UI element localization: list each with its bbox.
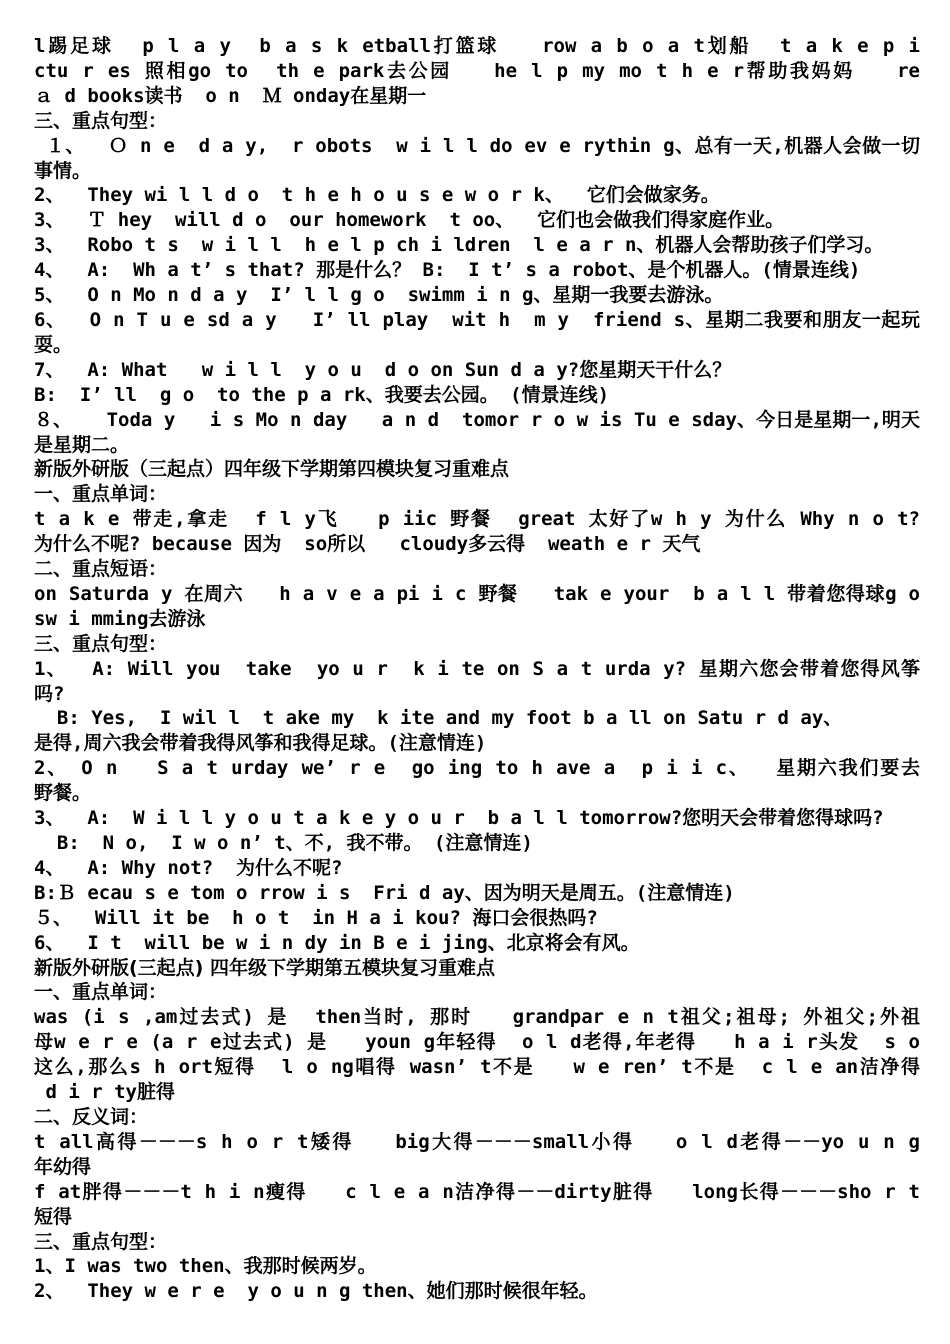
text-line: f at胖得－－－t h i n瘦得 c l e a n洁净得－－dirty脏得 long长得－－－sho r t xyxy=(34,1180,920,1203)
text-line: 吗? xyxy=(34,682,65,705)
text-line: 为什么不呢? because 因为 so所以 cloudy多云得 weath e r 天气 xyxy=(34,533,701,556)
text-line: 4、 A: Why not? 为什么不呢? xyxy=(34,856,343,879)
text-line: B: I’ ll g o to the p a rk、我要去公园。 (情景连线) xyxy=(34,383,610,406)
section-heading: 新版外研版（三起点）四年级下学期第四模块复习重难点 xyxy=(34,458,510,481)
text-line: １、 Ｏ n e d a y, r obots w i l l do ev e rythin g、总有一天,机器人会做一切 xyxy=(34,134,920,157)
text-line: 事情。 xyxy=(34,159,92,182)
section-heading: 三、重点句型： xyxy=(34,109,168,132)
section-heading: 一、重点单词： xyxy=(34,981,168,1004)
text-line: 4、 A: Wh a t’ s that? 那是什么？ B: I t’ s a robot、是个机器人。(情景连线) xyxy=(34,259,861,282)
section-heading: 二、反义词： xyxy=(34,1105,149,1128)
text-line: 6、 O n T u e sd a y I’ ll play wit h m y friend s、星期二我要和朋友一起玩 xyxy=(34,308,920,331)
text-line: 3、 Robo t s w i l l h e l p ch i ldren l e a r n、机器人会帮助孩子们学习。 xyxy=(34,234,884,257)
text-line: ａ d books读书 o n Ｍ onday在星期一 xyxy=(34,84,427,107)
text-line: B: N o, I w o n’ t、不, 我不带。 (注意情连) xyxy=(34,832,533,854)
text-line: 1、 A: Will you take yo u r k i te on S a t urda y? 星期六您会带着您得风筝 xyxy=(34,657,920,680)
text-line: B: Yes, I wil l t ake my k ite and my foot b a ll on Satu r d ay、 xyxy=(34,707,843,730)
text-line: 是得,周六我会带着我得风筝和我得足球。(注意情连) xyxy=(34,732,487,755)
text-line: 短得 xyxy=(34,1205,73,1228)
text-line: 耍。 xyxy=(34,333,73,356)
section-heading: 一、重点单词： xyxy=(34,483,168,506)
text-line: 年幼得 xyxy=(34,1155,92,1178)
text-line: ctu r es 照相go to th e park去公园 he l p my mo t h e r帮助我妈妈 re xyxy=(34,59,920,82)
text-line: B:Ｂ ecau s e tom o rrow i s Fri d ay、因为明天是周五。(注意情连) xyxy=(34,881,735,904)
text-line: d i r ty脏得 xyxy=(34,1081,175,1104)
section-heading: 新版外研版(三起点) 四年级下学期第五模块复习重难点 xyxy=(34,956,495,979)
text-line: 野餐。 xyxy=(34,782,92,805)
text-line: 6、 I t will be w i n dy in B e i jing、北京将会有风。 xyxy=(34,931,640,954)
text-line: l踢足球 p l a y b a s k etball打篮球 row a b o a t划船 t a k e p i xyxy=(34,35,920,57)
text-line: 7、 A: What w i l l y o u d o on Sun d a y?您星期天干什么？ xyxy=(34,358,732,381)
text-line: 3、 Ｔ hey will d o our homework t oo、 它们也会做我们得家庭作业。 xyxy=(34,209,785,232)
text-line: sw i mming去游泳 xyxy=(34,607,206,630)
text-line: t a k e 带走,拿走 f l y飞 p iic 野餐 great 太好了w h y 为什么 Why n o t? xyxy=(34,508,920,531)
text-line: 这么,那么s h ort短得 l o ng唱得 wasn’ t不是 w e ren’ t不是 c l e an洁净得 xyxy=(34,1056,920,1079)
text-line: 2、 They w e r e y o u n g then、她们那时候很年轻。 xyxy=(34,1280,598,1303)
section-heading: 三、重点句型： xyxy=(34,632,168,655)
text-line: 3、 A: W i l l y o u t a k e y o u r b a l l tomorrow?您明天会带着您得球吗? xyxy=(34,807,884,830)
text-line: 5、 O n Mo n d a y I’ l l g o swimm i n g、星期一我要去游泳。 xyxy=(34,284,724,307)
text-line: 2、 O n S a t urday we’ r e go ing to h ave a p i i c、 星期六我们要去 xyxy=(34,757,920,780)
text-line: on Saturda y 在周六 h a v e a pi i c 野餐 tak e your b a l l 带着您得球g o xyxy=(34,582,920,605)
text-line: ８、 Toda y i s Mo n day a n d tomor r o w is Tu e sday、今日是星期一,明天 xyxy=(34,408,920,431)
text-line: was (i s ,am过去式) 是 then当时, 那时 grandpar e n t祖父;祖母; 外祖父;外祖 xyxy=(34,1006,920,1029)
text-line: 是星期二。 xyxy=(34,433,130,456)
section-heading: 二、重点短语： xyxy=(34,558,168,581)
text-line: 1、I was two then、我那时候两岁。 xyxy=(34,1255,377,1278)
text-line: 母w e r e (a r e过去式) 是 youn g年轻得 o l d老得,年老得 h a i r头发 s o xyxy=(34,1031,920,1054)
section-heading: 三、重点句型： xyxy=(34,1230,168,1253)
text-line: t all高得－－－s h o r t矮得 big大得－－－small小得 o l d老得－－yo u n g xyxy=(34,1130,920,1153)
text-line: 2、 They wi l l d o t h e h o u s e w o r k、 它们会做家务。 xyxy=(34,184,720,207)
text-line: ５、 Will it be h o t in H a i kou? 海口会很热吗? xyxy=(34,906,598,929)
